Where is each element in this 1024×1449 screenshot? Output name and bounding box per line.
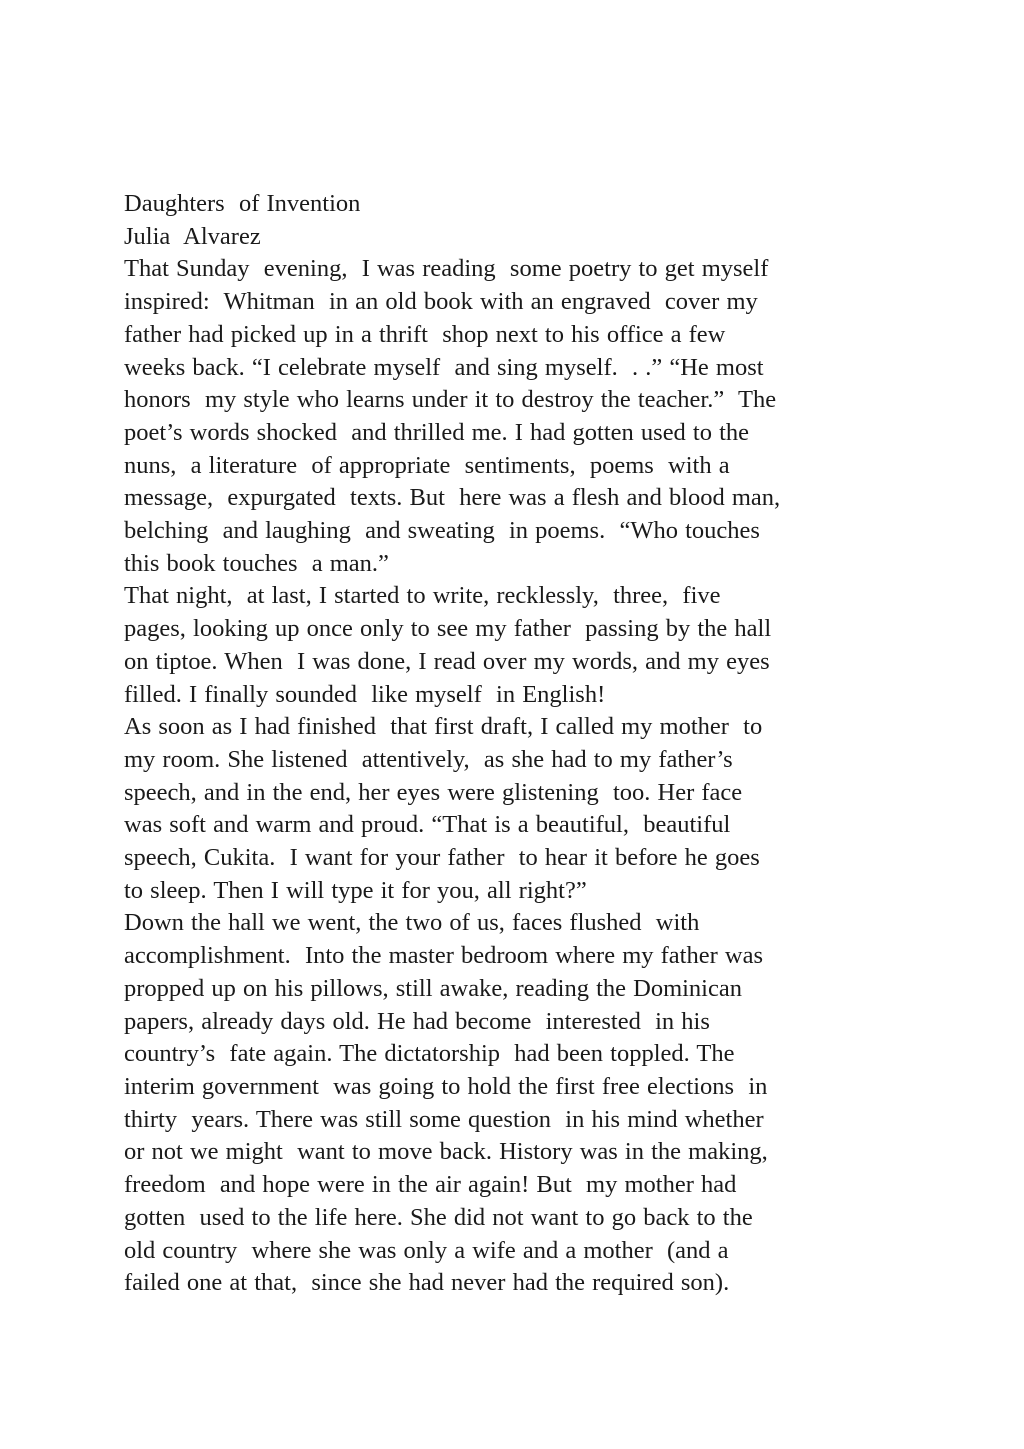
text-line: country’s fate again. The dictatorship had been toppled. The	[124, 1040, 735, 1068]
text-line: As soon as I had finished that first draft, I called my mother to	[124, 713, 763, 741]
text-line: failed one at that, since she had never had the required son).	[124, 1269, 730, 1297]
text-line: this book touches a man.”	[124, 549, 389, 577]
text-line: old country where she was only a wife and a mother (and a	[124, 1236, 729, 1264]
text-line: poet’s words shocked and thrilled me. I had gotten used to the	[124, 418, 750, 446]
text-line: inspired: Whitman in an old book with an engraved cover my	[124, 288, 758, 316]
text-line: interim government was going to hold the first free elections in	[124, 1072, 768, 1100]
document-body	[124, 188, 924, 1300]
text-line: propped up on his pillows, still awake, reading the Dominican	[124, 974, 742, 1002]
text-line: filled. I finally sounded like myself in English!	[124, 680, 606, 708]
text-line: That Sunday evening, I was reading some poetry to get myself	[124, 255, 769, 283]
text-line: speech, Cukita. I want for your father to hear it before he goes	[124, 844, 760, 872]
text-line: thirty years. There was still some question in his mind whether	[124, 1105, 764, 1133]
text-line: accomplishment. Into the master bedroom where my father was	[124, 942, 763, 970]
text-line: belching and laughing and sweating in poems. “Who touches	[124, 517, 760, 545]
text-line: to sleep. Then I will type it for you, all right?”	[124, 876, 587, 904]
text-line: on tiptoe. When I was done, I read over my words, and my eyes	[124, 647, 770, 675]
text-line: pages, looking up once only to see my father passing by the hall	[124, 615, 772, 643]
document-title: Daughters of Invention	[124, 190, 361, 217]
text-line: was soft and warm and proud. “That is a beautiful, beautiful	[124, 811, 731, 839]
text-line: That night, at last, I started to write, recklessly, three, five	[124, 582, 721, 610]
text-line: honors my style who learns under it to destroy the teacher.” The	[124, 386, 777, 414]
text-line: weeks back. “I celebrate myself and sing myself. . .” “He most	[124, 353, 764, 381]
text-line: father had picked up in a thrift shop next to his office a few	[124, 320, 726, 348]
text-line: papers, already days old. He had become interested in his	[124, 1007, 710, 1035]
text-line: freedom and hope were in the air again! But my mother had	[124, 1171, 737, 1199]
text-line: my room. She listened attentively, as she had to my father’s	[124, 745, 733, 773]
text-line: Down the hall we went, the two of us, faces flushed with	[124, 909, 700, 937]
text-line: gotten used to the life here. She did not want to go back to the	[124, 1203, 753, 1231]
document-author: Julia Alvarez	[124, 222, 261, 250]
text-line: speech, and in the end, her eyes were glistening too. Her face	[124, 778, 743, 806]
text-line: or not we might want to move back. History was in the making,	[124, 1138, 768, 1166]
text-line: nuns, a literature of appropriate sentiments, poems with a	[124, 451, 730, 479]
text-line: message, expurgated texts. But here was a flesh and blood man,	[124, 484, 781, 512]
